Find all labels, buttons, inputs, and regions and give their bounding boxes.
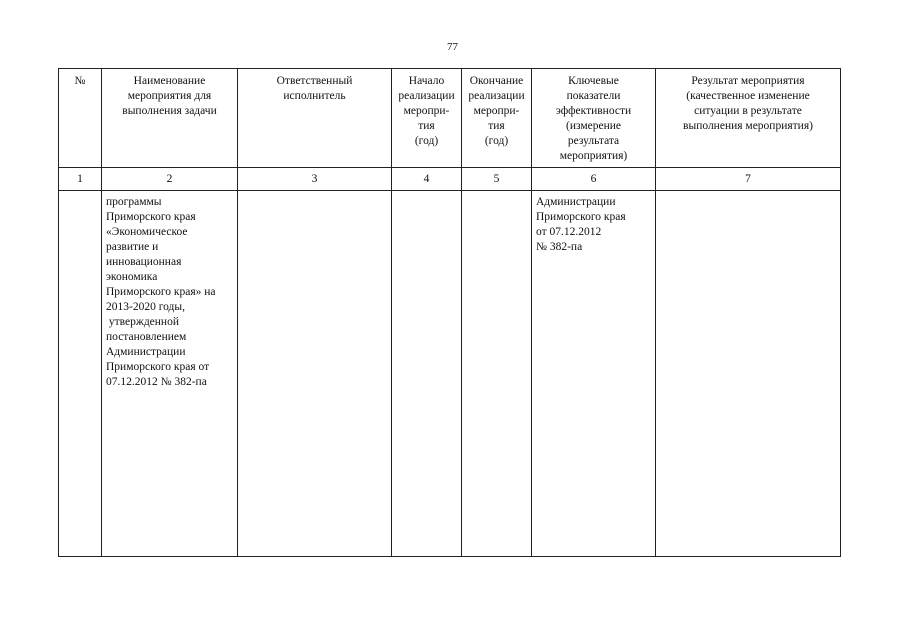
measure-name-text: программы Приморского края «Экономическое развитие и инновационная экономика Приморского края» на 2013-2020 годы, утвержденной постановлением Администрации Приморского края от 07.12.2012 № 382-па <box>106 196 216 388</box>
column-number-3: 3 <box>238 168 392 191</box>
cell-end-year <box>462 191 532 557</box>
column-number-1: 1 <box>59 168 102 191</box>
cell-number <box>59 191 102 557</box>
cell-start-year <box>392 191 462 557</box>
header-col-result: Результат мероприятия (качественное изменение ситуации в результате выполнения мероприятия) <box>656 69 841 168</box>
cell-executor <box>238 191 392 557</box>
cell-result <box>656 191 841 557</box>
column-number-7: 7 <box>656 168 841 191</box>
header-col-name: Наименование мероприятия для выполнения задачи <box>102 69 238 168</box>
column-number-4: 4 <box>392 168 462 191</box>
table-row <box>59 191 841 557</box>
header-row <box>59 69 841 168</box>
cell-measure-name <box>102 191 238 557</box>
column-number-6: 6 <box>532 168 656 191</box>
column-number-5: 5 <box>462 168 532 191</box>
header-col-kpi: Ключевые показатели эффективности (измерение результата мероприятия) <box>532 69 656 168</box>
header-col-number: № <box>59 69 102 168</box>
measures-table <box>58 68 841 557</box>
page-number: 77 <box>447 41 458 53</box>
cell-kpi <box>532 191 656 557</box>
header-col-executor: Ответственный исполнитель <box>238 69 392 168</box>
column-number-2: 2 <box>102 168 238 191</box>
header-col-end: Окончание реализации меропри- тия (год) <box>462 69 532 168</box>
header-col-start: Начало реализации меропри- тия (год) <box>392 69 462 168</box>
column-number-row <box>59 168 841 191</box>
kpi-text: Администрации Приморского края от 07.12.2012 № 382-па <box>536 196 626 253</box>
